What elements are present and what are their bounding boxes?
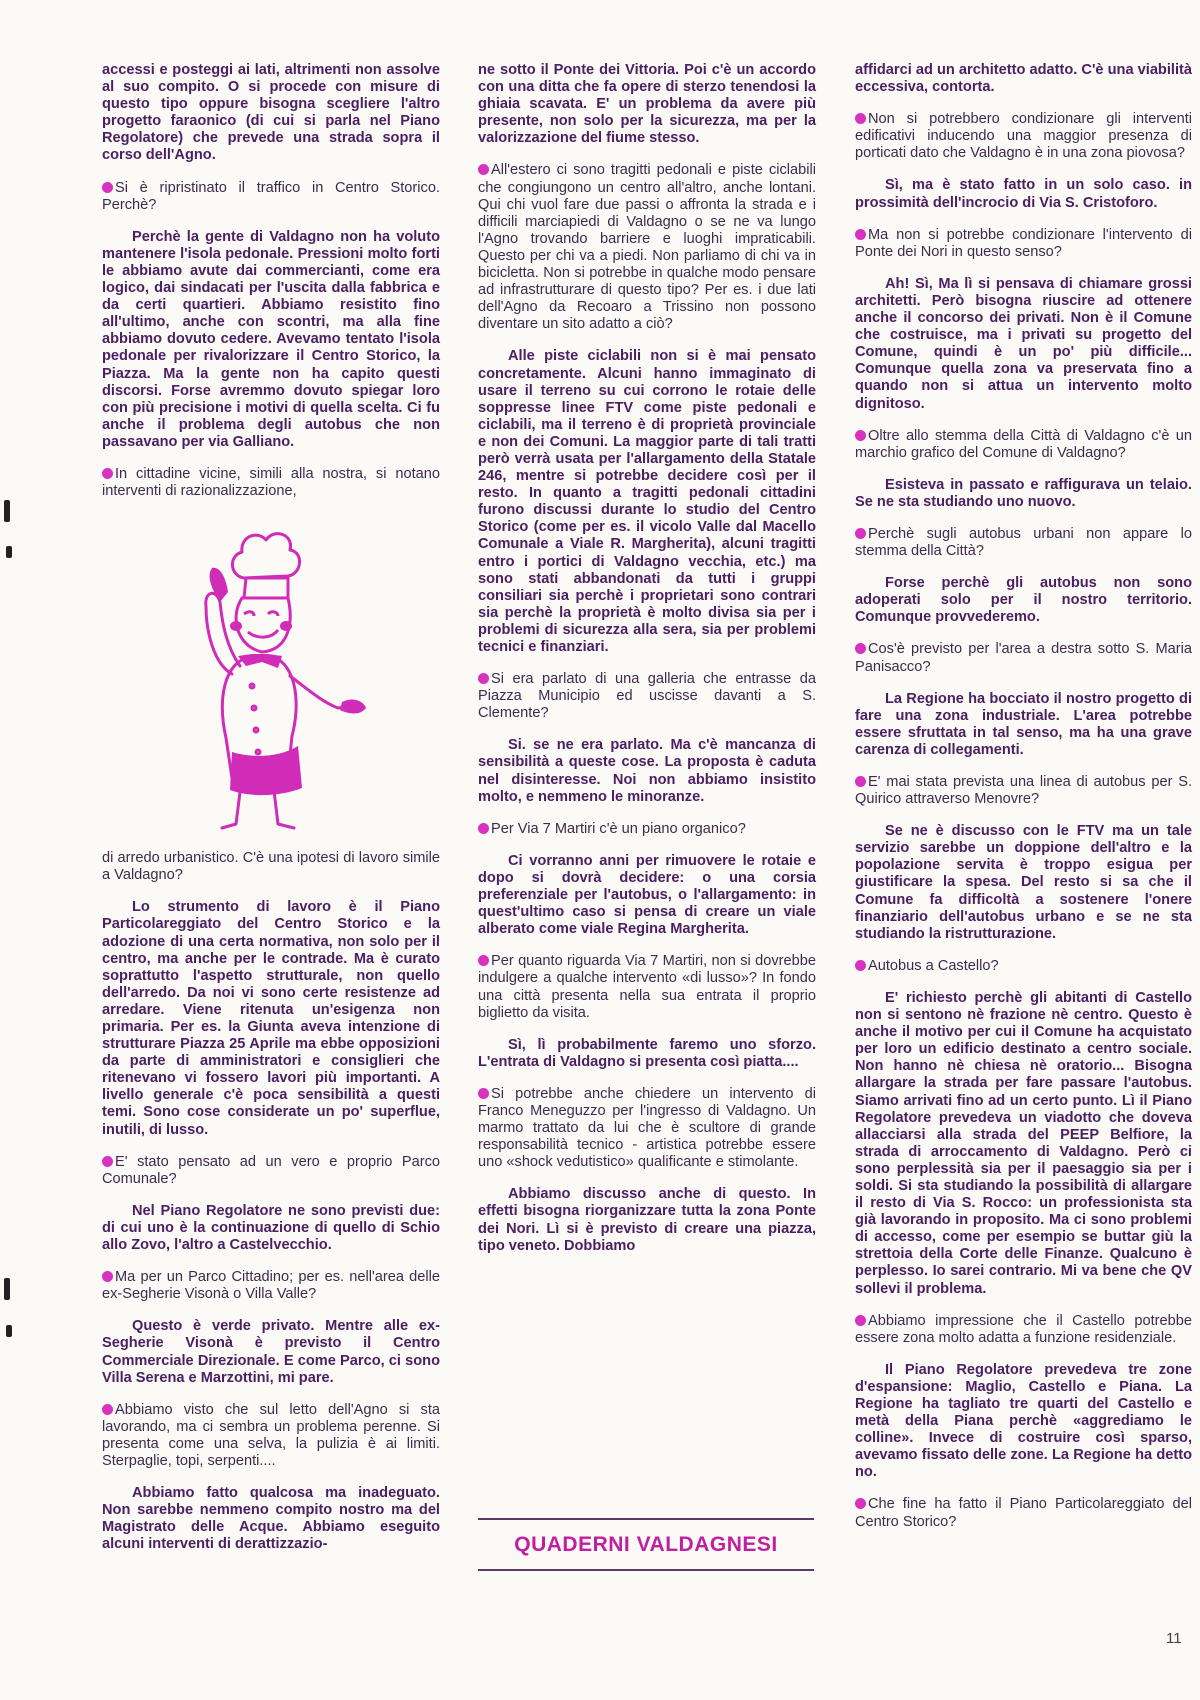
question-paragraph: Ma non si potrebbe condizionare l'intervento di Ponte dei Nori in questo senso? (855, 226, 1192, 260)
binding-mark-bottom-2 (6, 1325, 12, 1337)
bullet-icon (478, 673, 489, 684)
bullet-icon (855, 1315, 866, 1326)
answer-paragraph: Questo è verde privato. Mentre alle ex-Segherie Visonà è previsto il Centro Commerciale Direzionale. E come Parco, ci sono Villa Serena e Marzottini, mi pare. (102, 1318, 440, 1386)
bullet-icon (478, 164, 489, 175)
page-number: 11 (1166, 1630, 1182, 1647)
bullet-icon (855, 960, 866, 971)
binding-mark-top (4, 500, 10, 522)
question-paragraph: Che fine ha fatto il Piano Particolareggiato del Centro Storico? (855, 1496, 1192, 1530)
column-2 (478, 62, 816, 1270)
question-paragraph: Per quanto riguarda Via 7 Martiri, non si dovrebbe indulgere a qualche intervento «di lusso»? In fondo una città presenta nella sua entrata il proprio biglietto da visita. (478, 953, 816, 1021)
column-1 (102, 62, 440, 1568)
bullet-icon (102, 1404, 113, 1415)
bullet-icon (855, 643, 866, 654)
question-paragraph: E' mai stata prevista una linea di autobus per S. Quirico attraverso Menovre? (855, 774, 1192, 808)
answer-paragraph: Lo strumento di lavoro è il Piano Particolareggiato del Centro Storico e la adozione di una certa normativa, non solo per il centro, ma anche per le contrade. Ma è curato soprattutto l'aspetto strutturale, non quello dell'arredo. Da noi vi sono certe resistenze ad arredare. Viene ritenuta un'esigenza non primaria. Per es. la Giunta aveva intenzione di strutturare Piazza 25 Aprile ma ebbe opposizioni da parte di amministratori e consiglieri che ritenevano vi fossero lavori più importanti. A livello generale c'è poca sensibilità a questi temi. Sono cose considerate un po' superflue, inutili, di lusso. (102, 899, 440, 1138)
question-paragraph: E' stato pensato ad un vero e proprio Parco Comunale? (102, 1153, 440, 1187)
binding-mark-top-2 (6, 546, 12, 558)
bullet-icon (478, 823, 489, 834)
answer-paragraph: accessi e posteggi ai lati, altrimenti non assolve al suo compito. O si procede con misure di questo tipo oppure bisogna scegliere l'altro progetto faraonico (di cui si parla nel Piano Regolatore) che prevede una strada sopra il corso dell'Agno. (102, 62, 440, 164)
question-paragraph: Si potrebbe anche chiedere un intervento di Franco Meneguzzo per l'ingresso di Valdagno. Un marmo trattato da lui che è scultore di grande responsabilità tecnico - artistica potrebbe essere uno «shock vedutistico» qualificante e stimolante. (478, 1085, 816, 1171)
chef-icon (102, 506, 440, 836)
question-paragraph: Cos'è previsto per l'area a destra sotto S. Maria Panisacco? (855, 641, 1192, 675)
bullet-icon (855, 430, 866, 441)
bullet-icon (855, 528, 866, 539)
question-paragraph: Abbiamo visto che sul letto dell'Agno si sta lavorando, ma ci sembra un problema perenne. Si presenta come una selva, la pulizia è ai limiti. Sterpaglie, topi, serpenti.... (102, 1401, 440, 1469)
bullet-icon (855, 1498, 866, 1509)
bullet-icon (102, 468, 113, 479)
question-paragraph-continued: di arredo urbanistico. C'è una ipotesi di lavoro simile a Valdagno? (102, 850, 440, 884)
bullet-icon (102, 1156, 113, 1167)
answer-paragraph: Forse perchè gli autobus non sono adoperati solo per il nostro territorio. Comunque provvederemo. (855, 575, 1192, 626)
bullet-icon (478, 955, 489, 966)
answer-paragraph: ne sotto il Ponte dei Vittoria. Poi c'è un accordo con una ditta che fa opere di sterzo tenendosi la ghiaia scavata. E' un problema da avere più presente, non solo per la sicurezza, ma per la valorizzazione del fiume stesso. (478, 62, 816, 147)
chef-illustration (102, 506, 440, 836)
answer-paragraph: La Regione ha bocciato il nostro progetto di fare una zona industriale. L'area potrebbe essere sfruttata in tal senso, ma ha una grave carenza di collegamenti. (855, 690, 1192, 758)
question-paragraph: Per Via 7 Martiri c'è un piano organico? (478, 821, 816, 838)
answer-paragraph: Abbiamo discusso anche di questo. In effetti bisogna riorganizzare tutta la zona Ponte dei Nori. Lì si è previsto di creare una piazza, tipo veneto. Dobbiamo (478, 1186, 816, 1254)
question-paragraph: Non si potrebbero condizionare gli interventi edificativi inducendo una maggior presenza di porticati dato che Valdagno è in una zona piovosa? (855, 111, 1192, 162)
answer-paragraph: Il Piano Regolatore prevedeva tre zone d'espansione: Maglio, Castello e Piana. La Regione ha tagliato tre quarti del Castello e metà della Piana perchè «aggrediamo le colline». Invece di costruire così sparso, avevamo fissato delle zone. La Regione ha detto no. (855, 1361, 1192, 1481)
question-paragraph: Ma per un Parco Cittadino; per es. nell'area delle ex-Segherie Visonà o Villa Valle? (102, 1269, 440, 1303)
answer-paragraph: Perchè la gente di Valdagno non ha voluto mantenere l'isola pedonale. Pressioni molto forti le abbiamo avute dai commercianti, come era logico, dai sindacati per l'uscita dalla fabbrica e da certi quartieri. Abbiamo resistito fino all'ultimo, anche con scontri, ma alla fine abbiamo dovuto cedere. Avevamo tentato l'isola pedonale per rivalorizzare il Centro Storico, la Piazza. Ma la gente non ha capito questi discorsi. Forse avremmo dovuto spiegar loro con più precisione i motivi di quella scelta. Ci fu anche il problema degli autobus che non passavano per via Galliano. (102, 228, 440, 450)
answer-paragraph: Se ne è discusso con le FTV ma un tale servizio sarebbe un doppione dell'altro e la popolazione servita è troppo esigua per giustificare la spesa. Del resto si sa che il Comune fa difficoltà a sostenere l'onere finanziario dell'autobus urbano e se ne sta studiando la ristrutturazione. (855, 823, 1192, 942)
question-paragraph: Abbiamo impressione che il Castello potrebbe essere zona molto adatta a funzione residenziale. (855, 1312, 1192, 1346)
answer-paragraph: Abbiamo fatto qualcosa ma inadeguato. Non sarebbe nemmeno compito nostro ma del Magistrato delle Acque. Abbiamo eseguito alcuni interventi di derattizzazio- (102, 1485, 440, 1553)
question-paragraph: All'estero ci sono tragitti pedonali e piste ciclabili che congiungono un centro all'altro, anche lontani. Qui chi vuol fare due passi o affronta la strada e i difficili marciapiedi di Valdagno o se ne va lungo l'Agno trovando barriere e luoghi impraticabili. Questo per chi va a piedi. Non parliamo di chi va in bicicletta. Non si potrebbe in qualche modo pensare ad infrastrutturare di questo tipo? Per es. i due lati dell'Agno da Recoaro a Trissino non possono diventare un sito adatto a ciò? (478, 162, 816, 333)
bullet-icon (855, 113, 866, 124)
answer-paragraph: Nel Piano Regolatore ne sono previsti due: di cui uno è la continuazione di quello di Schio allo Zovo, l'altro a Castelvecchio. (102, 1202, 440, 1254)
question-paragraph: Autobus a Castello? (855, 958, 1192, 975)
answer-paragraph: Sì, lì probabilmente faremo uno sforzo. L'entrata di Valdagno si presenta così piatta.... (478, 1036, 816, 1070)
column-3 (855, 62, 1192, 1546)
binding-mark-bottom (4, 1278, 10, 1300)
answer-paragraph: affidarci ad un architetto adatto. C'è una viabilità eccessiva, contorta. (855, 62, 1192, 96)
question-paragraph: Perchè sugli autobus urbani non appare lo stemma della Città? (855, 525, 1192, 560)
answer-paragraph: Esisteva in passato e raffigurava un telaio. Se ne sta studiando uno nuovo. (855, 476, 1192, 510)
magazine-title: QUADERNI VALDAGNESI (478, 1518, 814, 1571)
question-paragraph: Oltre allo stemma della Città di Valdagno c'è un marchio grafico del Comune di Valdagno? (855, 427, 1192, 461)
question-paragraph: Si è ripristinato il traffico in Centro Storico. Perchè? (102, 179, 440, 213)
bullet-icon (102, 1271, 113, 1282)
answer-paragraph: Ah! Sì, Ma lì si pensava di chiamare grossi architetti. Però bisogna riuscire ad ottenere anche il concorso dei privati. Non è il Comune che costruisce, ma i privati su progetto del Comune, quindi è un po' più difficile... Comunque quella zona va preservata fino a quando non si attua un intervento molto dignitoso. (855, 275, 1192, 412)
bullet-icon (102, 182, 113, 193)
answer-paragraph: Sì, ma è stato fatto in un solo caso. in prossimità dell'incrocio di Via S. Cristoforo. (855, 177, 1192, 211)
answer-paragraph: Si. se ne era parlato. Ma c'è mancanza di sensibilità a queste cose. La proposta è caduta nel disinteresse. Noi non abbiamo insistito molto, e nemmeno le minoranze. (478, 737, 816, 805)
answer-paragraph: E' richiesto perchè gli abitanti di Castello non si sentono nè frazione nè centro. Questo è anche il motivo per cui il Comune ha acquistato per loro un edificio destinato a centro sociale. Non hanno nè chiesa nè oratorio... Bisogna allargare la strada per fare passare l'autobus. Siamo arrivati fino ad un certo punto. Lì il Piano Regolatore prevedeva un viadotto che doveva allacciarsi alla strada del PEEP Belfiore, la strada di arroccamento di Valdagno. Però ci sono perplessità sia per il paesaggio sia per i soldi. Si sta studiando la possibilità di allargare il resto di Via S. Rocco: un professionista sta già lavorando in proposito. Ma ci sono problemi di accesso, come per esempio se buttar giù la strettoia della Corte delle Finanze. Qualcuno è perplesso. Io sarei contrario. Mi va bene che QV sollevi il problema. (855, 989, 1192, 1297)
bullet-icon (855, 776, 866, 787)
bullet-icon (478, 1088, 489, 1099)
bullet-icon (855, 229, 866, 240)
answer-paragraph: Ci vorranno anni per rimuovere le rotaie e dopo si dovrà decidere: o una corsia preferenziale per l'autobus, o l'allargamento: in quest'ultimo caso si pensa di creare un viale alberato come viale Regina Margherita. (478, 852, 816, 938)
question-paragraph: Si era parlato di una galleria che entrasse da Piazza Municipio ed uscisse davanti a S. Clemente? (478, 671, 816, 722)
answer-paragraph: Alle piste ciclabili non si è mai pensato concretamente. Alcuni hanno immaginato di usare il terreno su cui corrono le rotaie delle soppresse linee FTV come piste pedonali e ciclabili, ma il terreno è di proprietà provinciale e non dei Comuni. La maggior parte di tali tratti però verrà usata per l'allargamento della Statale 246, mentre si potrebbe decidere così per il resto. In quanto a tragitti pedonali cittadini furono discussi durante lo studio del Centro Storico (come per es. il vicolo Valle dal Macello Comunale a Viale R. Margherita), alcuni tragitti entro i portici di Valdagno vecchia, etc.) ma sono stati abbandonati da tutti i gruppi consiliari sia perchè i proprietari sono contrari sia perchè la proprietà è molto divisa sia per i problemi di sicurezza alla sera, sia per problemi tecnici e finanziari. (478, 348, 816, 655)
question-paragraph: In cittadine vicine, simili alla nostra, si notano interventi di razionalizzazione, (102, 465, 440, 500)
